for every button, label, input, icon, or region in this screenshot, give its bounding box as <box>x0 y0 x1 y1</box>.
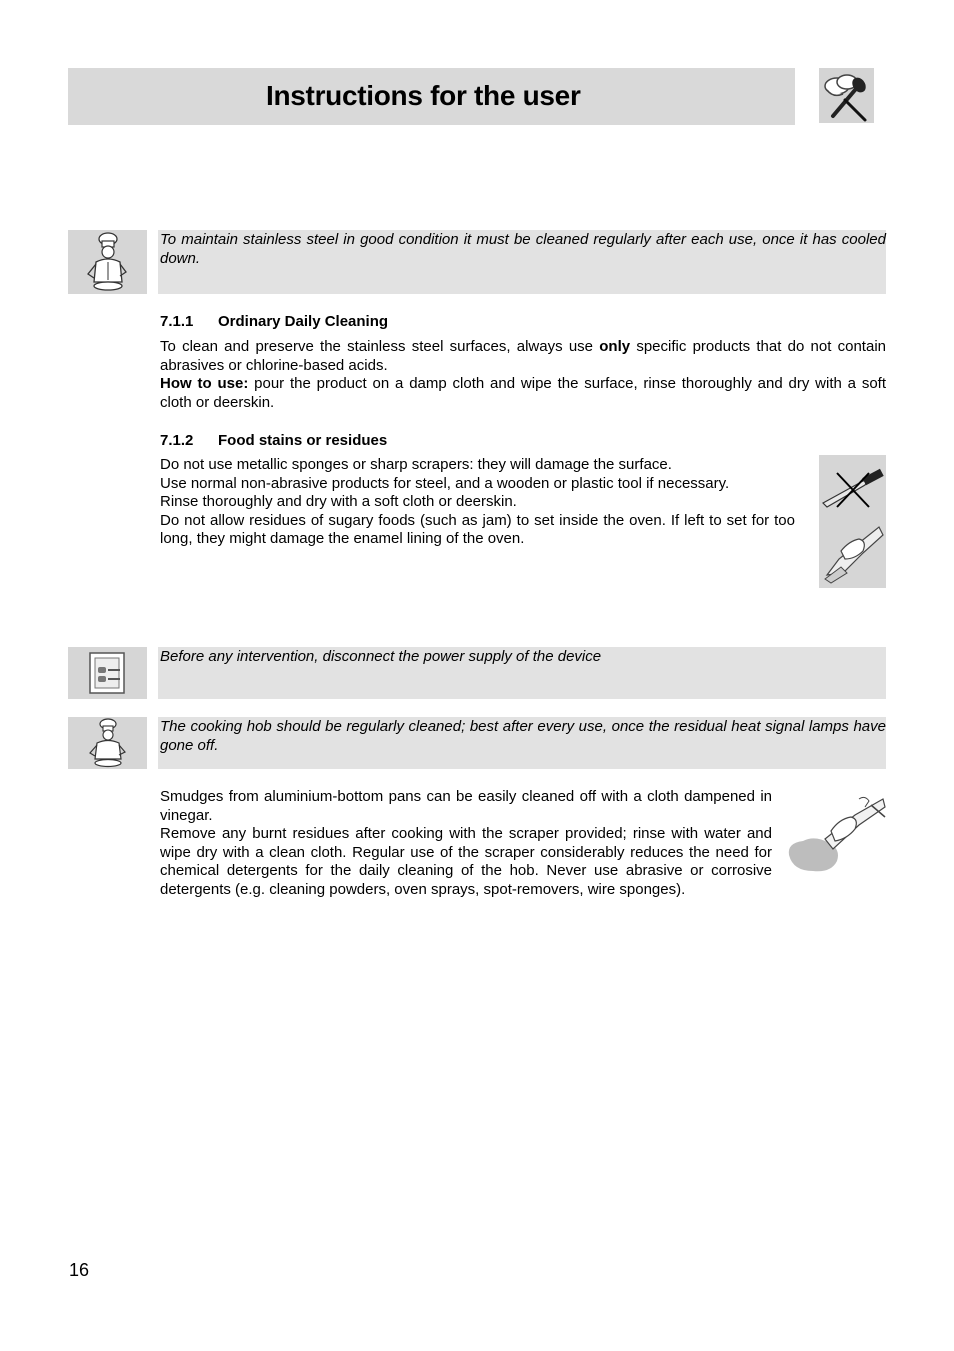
section-heading-stains <box>160 432 387 449</box>
stains-line: Do not allow residues of sugary foods (such as jam) to set inside the oven. If left to set for too long, they might damage the enamel lining of the oven. <box>160 511 795 547</box>
stains-text <box>160 456 795 549</box>
chef-icon <box>68 717 147 769</box>
stains-line: Rinse thoroughly and dry with a soft cloth or deerskin. <box>160 493 517 510</box>
steel-tip-note <box>158 230 886 294</box>
stains-line: Do not use metallic sponges or sharp scrapers: they will damage the surface. <box>160 456 672 473</box>
page-title: Instructions for the user <box>266 80 581 111</box>
hob-tip-text: The cooking hob should be regularly cleaned; best after every use, once the residual heat signal lamps have gone off. <box>160 718 886 754</box>
stains-line: Use normal non-abrasive products for steel, and a wooden or plastic tool if necessary. <box>160 474 730 492</box>
section-number: 7.1.1 <box>160 313 194 330</box>
hob-cleaning-text <box>160 788 772 899</box>
cleaning-tools-figure <box>819 455 886 588</box>
section-title: Food stains or residues <box>218 432 388 449</box>
steel-tip-text: To maintain stainless steel in good condition it must be cleaned regularly after each use, once it has cooled down. <box>160 231 886 267</box>
hob-paragraph-1: Smudges from aluminium-bottom pans can be easily cleaned off with a cloth dampened in vinegar. <box>160 788 772 824</box>
section-heading-daily <box>160 313 388 330</box>
power-warning-note <box>158 647 886 699</box>
crossed-knife-icon <box>819 455 886 588</box>
daily-paragraph-2 <box>160 375 886 412</box>
section-title: Ordinary Daily Cleaning <box>218 313 389 330</box>
daily-paragraph-1 <box>160 338 886 375</box>
chef-icon <box>68 230 147 294</box>
hob-scraper-icon <box>785 795 887 875</box>
emphasis: only <box>599 338 631 355</box>
section-number: 7.1.2 <box>160 432 194 449</box>
chef-hat-spoon-icon <box>819 68 874 123</box>
daily-cleaning-text <box>160 338 886 412</box>
hob-tip-note <box>158 717 886 769</box>
text-run: pour the product on a damp cloth and wipe the surface, rinse thoroughly and dry with a soft cloth or deerskin. <box>160 375 886 411</box>
power-warning-text: Before any intervention, disconnect the power supply of the device <box>160 648 602 665</box>
page-number: 16 <box>69 1260 90 1280</box>
text-run: specific products that do not contain abrasives or chlorine-based acids. <box>160 338 886 374</box>
power-socket-icon <box>68 647 147 699</box>
hob-paragraph-2: Remove any burnt residues after cooking with the scraper provided; rinse with water and wipe dry with a clean cloth. Regular use of the scraper considerably reduces the need for chemical detergents for the daily cleaning of the hob. Never use abrasive or corrosive detergents (e.g. cleaning powders, oven sprays, spot-removers, wire sponges). <box>160 825 772 898</box>
text-run: To clean and preserve the stainless steel surfaces, always use <box>160 338 600 355</box>
how-to-use-label: How to use: <box>160 375 249 392</box>
